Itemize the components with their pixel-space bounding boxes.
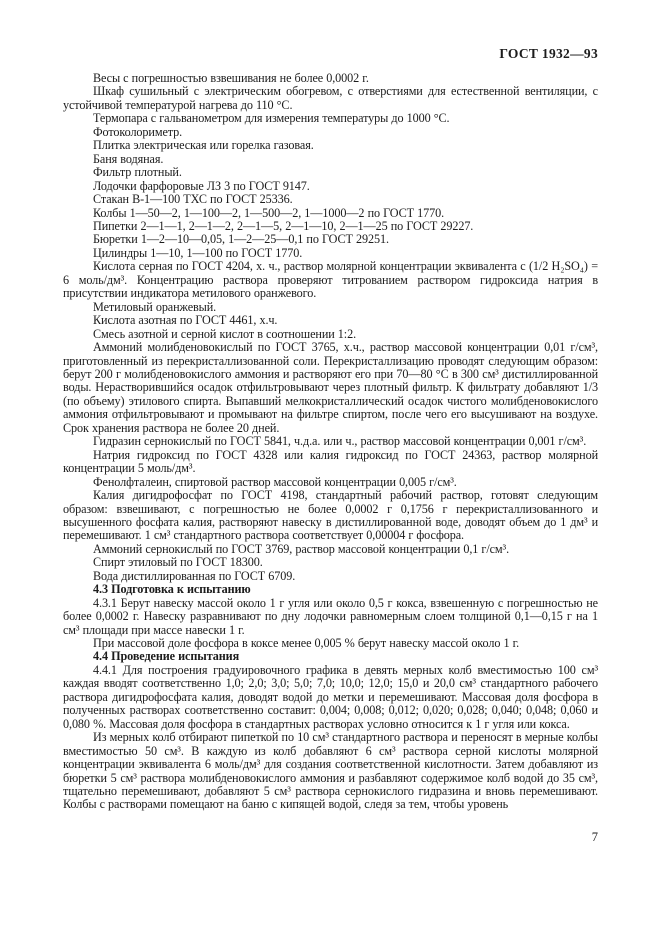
paragraph: Весы с погрешностью взвешивания не более 0,0002 г. xyxy=(93,71,369,85)
document-body xyxy=(63,72,598,812)
paragraph: Гидразин сернокислый по ГОСТ 5841, ч.д.а. или ч., раствор массовой концентрации 0,001 г/см³. xyxy=(93,434,587,449)
paragraph: Баня водяная. xyxy=(93,151,164,166)
paragraph: Фенолфталеин, спиртовой раствор массовой концентрации 0,005 г/см³. xyxy=(93,474,457,489)
paragraph: Смесь азотной и серной кислот в соотношении 1:2. xyxy=(93,326,357,341)
paragraph: При массовой доле фосфора в коксе менее 0,005 % берут навеску массой около 1 г. xyxy=(93,636,520,651)
paragraph: Натрия гидроксид по ГОСТ 4328 или калия гидроксид по ГОСТ 24363, раствор молярной концентрации 5 моль/дм³. xyxy=(63,447,598,476)
paragraph: Метиловый оранжевый. xyxy=(93,299,217,314)
paragraph: Колбы 1—50—2, 1—100—2, 1—500—2, 1—1000—2 по ГОСТ 1770. xyxy=(93,205,445,220)
paragraph: Вода дистиллированная по ГОСТ 6709. xyxy=(93,568,296,583)
section-heading-4-4: 4.4 Проведение испытания xyxy=(93,649,240,664)
paragraph: Фотоколориметр. xyxy=(93,124,183,139)
paragraph: Кислота серная по ГОСТ 4204, х. ч., раствор молярной концентрации эквивалента с (1/2 H₂SO₄) = 6 моль/дм³. Концентрацию раствора проверяют титрованием раствором гидроксида натрия в присутствии индикатора метилового оранжевого. xyxy=(63,259,598,301)
paragraph: Пипетки 2—1—1, 2—1—2, 2—1—5, 2—1—10, 2—1—25 по ГОСТ 29227. xyxy=(93,218,474,233)
paragraph: Цилиндры 1—10, 1—100 по ГОСТ 1770. xyxy=(93,245,303,260)
paragraph: Лодочки фарфоровые ЛЗ 3 по ГОСТ 9147. xyxy=(93,178,310,193)
paragraph: Аммоний сернокислый по ГОСТ 3769, раствор массовой концентрации 0,1 г/см³. xyxy=(93,541,510,556)
section-heading-4-3: 4.3 Подготовка к испытанию xyxy=(93,582,251,597)
paragraph: 4.3.1 Берут навеску массой около 1 г угля или около 0,5 г кокса, взвешенную с погрешностью не более 0,0002 г. Навеску разравнивают по дну лодочки равномерным слоем толщиной 0,1—0,15 г на 1 см³ площади при массе навески 1 г. xyxy=(63,595,598,637)
paragraph: Шкаф сушильный с электрическим обогревом, с отверстиями для естественной вентиляции, с устойчивой температурой нагрева до 110 °С. xyxy=(63,84,598,112)
paragraph: 4.4.1 Для построения градуировочного графика в девять мерных колб вместимостью 100 см³ каждая вводят соответственно 1,0; 2,0; 3,0; 5,0; 7,0; 10,0; 12,0; 15,0 и 20,0 см³ стандартного рабочего раствора дигидрофосфата калия, доводят водой до метки и перемешивают. Массовая доля фосфора в полученных растворах соответственно составит: 0,004; 0,008; 0,012; 0,020; 0,028; 0,040; 0,048; 0,060 и 0,080 %. Массовая доля фосфора в стандартных растворах условно относится к 1 г угля или кокса. xyxy=(63,662,598,731)
paragraph: Спирт этиловый по ГОСТ 18300. xyxy=(93,555,263,570)
paragraph: Калия дигидрофосфат по ГОСТ 4198, стандартный рабочий раствор, готовят следующим образом: взвешивают, с погрешностью не более 0,0002 г 0,1756 г перекристаллизованного и высушенного фосфата калия, растворяют навеску в дистиллированной воде, доводят объем до 1 дм³ и перемешивают. 1 см³ стандартного раствора соответствует 0,00004 г фосфора. xyxy=(63,488,598,543)
paragraph: Бюретки 1—2—10—0,05, 1—2—25—0,1 по ГОСТ 29251. xyxy=(93,232,389,247)
page-number: 7 xyxy=(591,830,598,844)
paragraph: Аммоний молибденовокислый по ГОСТ 3765, х.ч., раствор массовой концентрации 0,01 г/см³, приготовленный из перекристаллизованной соли. Перекристаллизацию проводят следующим образом: берут 200 г молибденовокислого аммония и растворяют его при 70—80 °С в 300 см³ дистиллированной воды. Нерастворившийся осадок отфильтровывают через плотный фильтр. К фильтрату добавляют 1/3 (по объему) этилового спирта. Выпавший мелкокристаллический осадок чистого молибденовокислого аммония отфильтровывают и промывают на фильтре спиртом, после чего его высушивают на воздухе. Срок хранения раствора не более 20 дней. xyxy=(63,340,598,435)
paragraph: Термопара с гальванометром для измерения температуры до 1000 °С. xyxy=(93,111,450,126)
paragraph: Кислота азотная по ГОСТ 4461, х.ч. xyxy=(93,313,278,328)
paragraph: Из мерных колб отбирают пипеткой по 10 см³ стандартного раствора и переносят в мерные колбы вместимостью 50 см³. В каждую из колб добавляют 6 см³ раствора серной кислоты молярной концентрации эквивалента 6 моль/дм³ для создания соответственной кислотности. Затем добавляют из бюретки 5 см³ раствора молибденовокислого аммония и разбавляют содержимое колб водой до 35 см³, тщательно перемешивают, добавляют 5 см³ раствора сернокислого гидразина и вновь перемешивают. Колбы с растворами помещают на баню с кипящей водой, следя за тем, чтобы уровень xyxy=(63,730,598,812)
paragraph: Фильтр плотный. xyxy=(93,165,182,180)
document-code-header: ГОСТ 1932—93 xyxy=(499,46,598,61)
paragraph: Стакан В-1—100 ТХС по ГОСТ 25336. xyxy=(93,192,293,207)
paragraph: Плитка электрическая или горелка газовая. xyxy=(93,138,314,153)
